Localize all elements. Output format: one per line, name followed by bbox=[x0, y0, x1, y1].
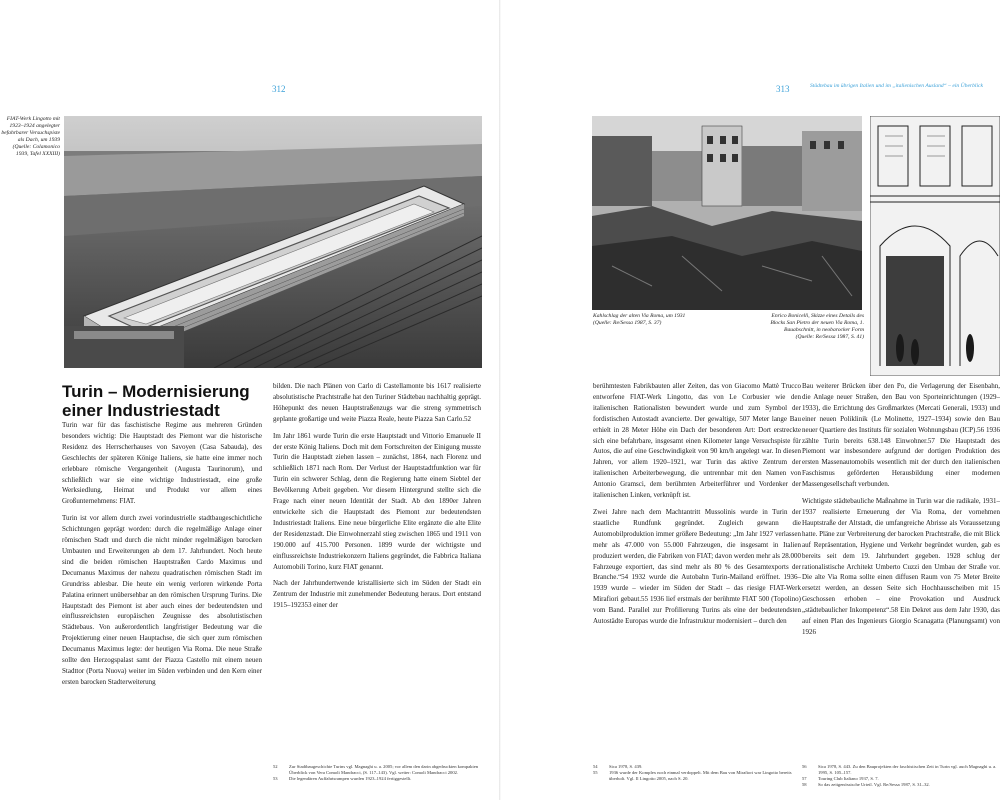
running-head: Städtebau im übrigen Italien und im „italienischen Ausland“ – ein Überblick bbox=[810, 83, 983, 89]
paragraph: Nach der Jahrhundertwende kristallisierte sich im Süden der Stadt ein Zentrum der Industrie mit zunehmender Bedeutung heraus. Dort entstand 1915–192353 einer der bbox=[273, 579, 481, 610]
figure-caption-demolition: Kahlschlag der alten Via Roma, um 1931 (Quelle: Re/Sessa 1987, S. 37) bbox=[593, 313, 686, 326]
page-number-left: 312 bbox=[272, 84, 286, 94]
footnotes-right-1 bbox=[593, 764, 801, 782]
paragraph: Zwei Jahre nach dem Machtantritt Mussolinis wurde in Turin der staatliche Rundfunk gegründet. Zugleich gewann die Automobilproduktion immer größere Bedeutung: „Im Jahr 1927 verlassen mehr als 47.000 von 55.000 Fahrzeugen, die insgesamt in Italien produziert werden, die Fabriken von FIAT; davon werden mehr als 28.000 Fahrzeuge exportiert, das sind mehr als 80 % des Gesamtexports der Branche.“54 1932 wurde die Autobahn Turin-Mailand eröffnet. 1936–1939 wurde – wieder im Süden der Stadt – das riesige FIAT-Werk Mirafiori gebaut.55 1936 lief erstmals der berühmte FIAT 500 (Topolino) vom Band. Parallel zur Profilierung Turins als eine der bedeutendsten Autostädte Europas wurde die Infrastruktur modernisiert – durch den bbox=[593, 507, 802, 626]
footnote: 54 Sica 1978, S. 439. bbox=[593, 764, 643, 769]
figure-caption-sketch: Enrico Bonicelli, Skizze eines Details des Blocks San Pietro der neuen Via Roma, 1. Bauabschnitt, in neobarocker Form (Quelle: Re/Sessa 1987, S. 41) bbox=[770, 313, 864, 340]
paragraph: bilden. Die nach Plänen von Carlo di Castellamonte bis 1617 realisierte absolutistische Prachtstraße hat den Turiner Städtebau nachhaltig geprägt. Höhepunkt des neuen Hauptstraßenzugs war die streng symmetrisch geplante großartige und weite Piazza Reale, heute Piazza San Carlo.52 bbox=[273, 382, 481, 423]
footnote: 57 Touring Club Italiano 1937, S. 7. bbox=[802, 776, 879, 781]
book-gutter bbox=[499, 0, 501, 800]
footnotes-right-2 bbox=[802, 764, 1000, 788]
paragraph: Turin war für das faschistische Regime aus mehreren Gründen besonders wichtig: Die Hauptstadt des Piemont war die historische Residenz des Herrscherhauses von Savoyen (Casa Sabauda), des Geschlechts der späteren Könige Italiens, sie hatte eine immer noch erlebbare römische Vergangenheit (Augusta Taurinorum), und schließlich war sie eine wichtige Industriestadt, eine große Werksiedlung, Heimat und Produkt vor allem eines Großunternehmens: FIAT. bbox=[62, 421, 262, 506]
figure-caption-lingotto: FIAT-Werk Lingotto mit 1923–1924 angelegter befahrbarer Versuchspiste als Dach, um 1939 (Quelle: Colamonico 1939, Tafel XXXIII) bbox=[1, 116, 60, 157]
left-column-1 bbox=[62, 420, 262, 694]
footnote: 52 Zur Stadtbaugeschichte Turins vgl. Magnaghi u. a. 2005; vor allem den darin abgedruckten kompakten Überblick von Vera Comoli Mandracci, (S. 117–143). Vgl. weiter: Comoli Mandracci 2002. bbox=[273, 764, 479, 775]
page-number-right: 313 bbox=[776, 84, 790, 94]
right-column-1 bbox=[593, 381, 801, 633]
section-heading: Turin – Modernisierung einer Industriestadt bbox=[62, 382, 250, 420]
footnote: 56 Sica 1978, S. 443. Zu den Bauprojekten der faschistischen Zeit in Turin vgl. auch Magnaghi u. a. 1995, S. 105–157. bbox=[802, 764, 997, 775]
paragraph: Wichtigste städtebauliche Maßnahme in Turin war die radikale, 1931–1937 realisierte Erneuerung der Via Roma, der vornehmen Hauptstraße der Altstadt, die umfangreiche Abrisse als Voraussetzung hatte. Pläne zur Verbreiterung der barocken Prachtstraße, die mit Blick auf Repräsentation, Hygiene und Verkehr begründet wurden, gab es bereits seit dem 19. Jahrhundert gegeben. 1928 schlug der rationalistische Architekt Umberto Cuzzi den Umbau der Straße vor. Die alte Via Roma sollte einen diffusen Raum von 75 Meter Breite ersetzt werden, an dessen Seite sich Hochhausscheiben mit 15 Geschossen erhoben – eine Provokation und Ausdruck „städtebaulicher Inkompetenz“.58 Ein Dekret aus dem Jahr 1930, das auf einen Plan des Ingenieurs Giorgio Scanagatta (Planungsamt) von 1926 bbox=[802, 497, 1000, 636]
paragraph: Bau weiterer Brücken über den Po, die Verlagerung der Eisenbahn, die Anlage neuer Straßen, den Bau von Sporteinrichtungen (1929–1933), die Errichtung des Großmarktes (Mercati Generali, 1933) und einer neuen Poliklinik (Le Molinette, 1927–1934) sowie den Bau neuer Quartiere des Instituts für sozialen Wohnungsbau (ICP).56 1936 zählte Turin bereits 638.148 Einwohner.57 Die Hauptstadt des Piemont war insbesondere aufgrund der dortigen Produktion des ersten Massenautomobils wesentlich mit der durch den italienischen Faschismus geförderten Herausbildung einer modernen Massengesellschaft verbunden. bbox=[802, 382, 1000, 489]
footnotes-left bbox=[273, 764, 481, 782]
right-column-2 bbox=[802, 381, 1000, 644]
footnote: 53 Die legendären Auffahrtsrampen wurden 1923–1924 fertiggestellt. bbox=[273, 776, 412, 781]
paragraph: Im Jahr 1861 wurde Turin die erste Hauptstadt und Vittorio Emanuele II der erste König Italiens. Doch mit dem Fortschreiten der Einigung musste Turin die Hauptstadt ziehen lassen – zunächst, 1864, nach Florenz und schließlich 1871 nach Rom. Der Verlust der Hauptstadtfunktion war für Turin ein schwerer Schlag, denn die Regierung hatte einem Siebtel der Bevölkerung Arbeit gegeben. Vor diesem Hintergrund stellte sich die Frage nach einer neuen Identität der Stadt. Ab den 1890er Jahren entwickelte sich die Hauptstadt des Piemont zur bedeutendsten Industriestadt Italiens. Eine neue bürgerliche Elite ergänzte die alte Elite der Residenzstadt. Die Einwohnerzahl stieg zwischen 1865 und 1911 von 190.000 auf 415.700 Personen. 1899 wurde der wichtigste und einflussreichste Industriekonzern Italiens gegründet, die Fabbrica Italiana Automobili Torino, kurz FIAT genannt. bbox=[273, 431, 481, 571]
footnote: 55 1936 wurde der Komplex noch einmal verdoppelt. Mit dem Bau von Mirafiori war Lingotto bereits überholt. Vgl. Il Lingotto 2005, nach S. 20. bbox=[593, 770, 792, 781]
footnote: 58 So das zeitgenössische Urteil. Vgl. Re/Sessa 1987, S. 31–32. bbox=[802, 782, 930, 787]
via-roma-demolition-photo bbox=[592, 116, 862, 310]
left-column-2 bbox=[273, 381, 481, 617]
via-roma-sketch-image bbox=[870, 116, 1000, 376]
lingotto-aerial-photo bbox=[64, 116, 482, 368]
paragraph: Turin ist vor allem durch zwei vorindustrielle stadtbaugeschichtliche Schichtungen geprägt worden: durch die regelmäßige Anlage einer römischen Stadt und durch die nicht minder regelmäßigen barocken Umbauten und Erweiterungen ab dem 17. Jahrhundert. Noch heute sind die beiden römischen Hauptstraßen Cardo Maximus und Decumanus Maximus der nahezu quadratischen römischen Stadt im Grundriss ablesbar. Die heute ein wenig verloren wirkende Porta Palatina erinnert unübersehbar an den römischen Ursprung Turins. Die Hauptstadt des Piemont ist aber auch eines der bedeutendsten und einflussreichsten europäischen Zeugnisse des absolutistischen Städtebaus. Von außerordentlich langfristiger Bedeutung war die Projektierung einer neuen Hauptachse, die sich quer zum römischen Decumanus Maximus legte: der heutigen Via Roma. Die neue Straße sollte den Herzogspalast samt der Piazza Castello mit einem neuen Stadttor (Porta Nuova) weiter im Süden verbinden und den Kern einer ersten barocken Stadterweiterung bbox=[62, 514, 262, 686]
paragraph: berühmtesten Fabrikbauten aller Zeiten, das von Giacomo Mattè Trucco entworfene FIAT-Werk Lingotto, das von Le Corbusier wie den italienischen Rationalisten bewundert wurde und zum Symbol der fordistischen Autostadt avancierte. Der gewaltige, 507 Meter lange Bau erhielt in 28 Meter Höhe ein Dach der besonderen Art: Dort erstreckte sich eine befahrbare, insgesamt einen Kilometer lange Versuchspiste für Autos, die auf eine Geschwindigkeit von 90 km/h angelegt war. In diesen Jahren, vor allem 1920–1921, war Turin das aktive Zentrum der italienischen Arbeiterbewegung, die untrennbar mit den Namen von Antonio Gramsci, dem berühmten Arbeiterführer und Vordenker der italienischen Linken, verknüpft ist. bbox=[593, 382, 801, 500]
